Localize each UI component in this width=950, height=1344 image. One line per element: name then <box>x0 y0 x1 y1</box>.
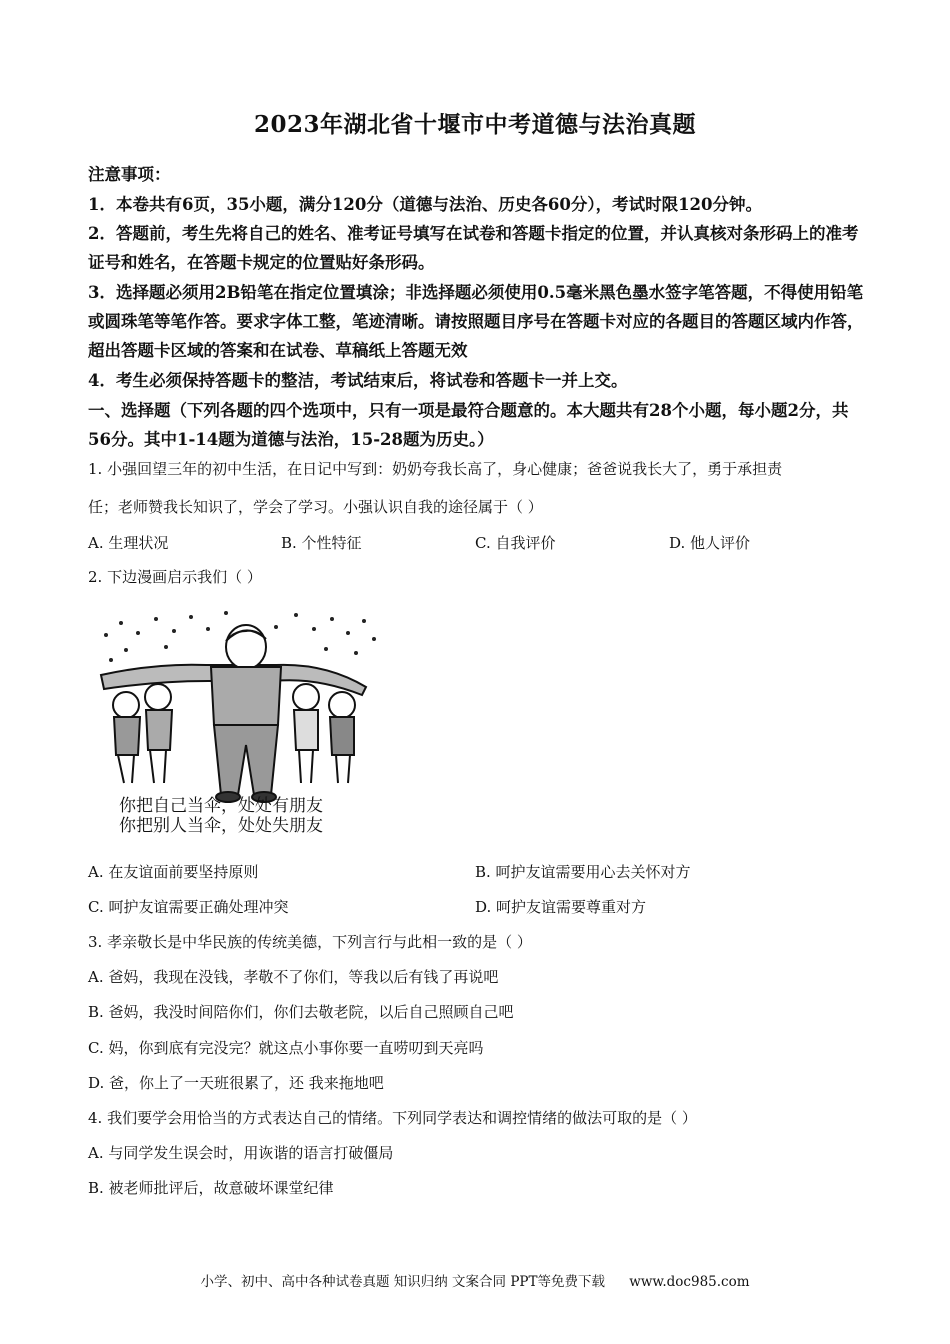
section-heading: 一、选择题（下列各题的四个选项中，只有一项是最符合题意的。本大题共有28个小题，每小题2分，共56分。其中1-14题为道德与法治，15-28题为历史。） <box>88 401 849 449</box>
q4-option-b: B. 被老师批评后，故意破坏课堂纪律 <box>88 1179 334 1197</box>
notice-item-1: 1．本卷共有6页，35小题，满分120分（道德与法治、历史各60分），考试时限120分钟。 <box>88 195 763 214</box>
footer <box>0 1270 950 1290</box>
page-title: 2023年湖北省十堰市中考道德与法治真题 <box>253 111 696 138</box>
q2-stem: 2. 下边漫画启示我们（ ） <box>88 568 262 586</box>
notice-heading: 注意事项： <box>88 165 171 184</box>
q1-option-c: C. 自我评价 <box>475 534 556 552</box>
q2-option-b: B. 呵护友谊需要用心去关怀对方 <box>475 863 691 881</box>
q1-option-a: A. 生理状况 <box>88 534 169 552</box>
q1-line2: 任；老师赞我长知识了，学会了学习。小强认识自我的途径属于（ ） <box>88 498 543 516</box>
q1-option-b: B. 个性特征 <box>281 534 362 552</box>
q2-option-a: A. 在友谊面前要坚持原则 <box>88 863 259 881</box>
notice-item-4: 4．考生必须保持答题卡的整洁，考试结束后，将试卷和答题卡一并上交。 <box>88 371 628 390</box>
q3-option-a: A. 爸妈，我现在没钱，孝敬不了你们，等我以后有钱了再说吧 <box>88 968 499 986</box>
q3-option-c: C. 妈，你到底有完没完？就这点小事你要一直唠叨到天亮吗 <box>88 1039 484 1057</box>
notice-item-2: 2．答题前，考生先将自己的姓名、准考证号填写在试卷和答题卡指定的位置，并认真核对条形码上的准考证号和姓名，在答题卡规定的位置贴好条形码。 <box>88 224 859 272</box>
q2-option-c: C. 呵护友谊需要正确处理冲突 <box>88 898 289 916</box>
cartoon-caption-2: 你把别人当伞，处处失朋友 <box>119 816 323 836</box>
q4-option-a: A. 与同学发生误会时，用诙谐的语言打破僵局 <box>88 1144 394 1162</box>
cartoon-caption-1: 你把自己当伞，处处有朋友 <box>119 796 323 816</box>
notice-item-3: 3．选择题必须用2B铅笔在指定位置填涂；非选择题必须使用0.5毫米黑色墨水签字笔答题，不得使用铅笔或圆珠笔等笔作答。要求字体工整，笔迹清晰。请按照题目序号在答题卡对应的各题目的答题区域内作答，超出答题卡区域的答案和在试卷、草稿纸上答题无效 <box>88 283 864 360</box>
q2-option-d: D. 呵护友谊需要尊重对方 <box>475 898 647 916</box>
footer-text: 小学、初中、高中各种试卷真题 知识归纳 文案合同 PPT等免费下载 <box>200 1274 605 1290</box>
q4-stem: 4. 我们要学会用恰当的方式表达自己的情绪。下列同学表达和调控情绪的做法可取的是（ ） <box>88 1109 697 1127</box>
footer-link[interactable]: www.doc985.com <box>629 1274 750 1290</box>
q1-line1: 1. 小强回望三年的初中生活，在日记中写到：奶奶夸我长高了，身心健康；爸爸说我长大了，勇于承担责 <box>88 460 783 478</box>
q1-option-d: D. 他人评价 <box>669 534 751 552</box>
cartoon-image <box>96 605 381 837</box>
q3-stem: 3. 孝亲敬长是中华民族的传统美德，下列言行与此相一致的是（ ） <box>88 933 532 951</box>
q3-option-d: D. 爸，你上了一天班很累了，还 我来拖地吧 <box>88 1074 384 1092</box>
q3-option-b: B. 爸妈，我没时间陪你们，你们去敬老院，以后自己照顾自己吧 <box>88 1003 514 1021</box>
